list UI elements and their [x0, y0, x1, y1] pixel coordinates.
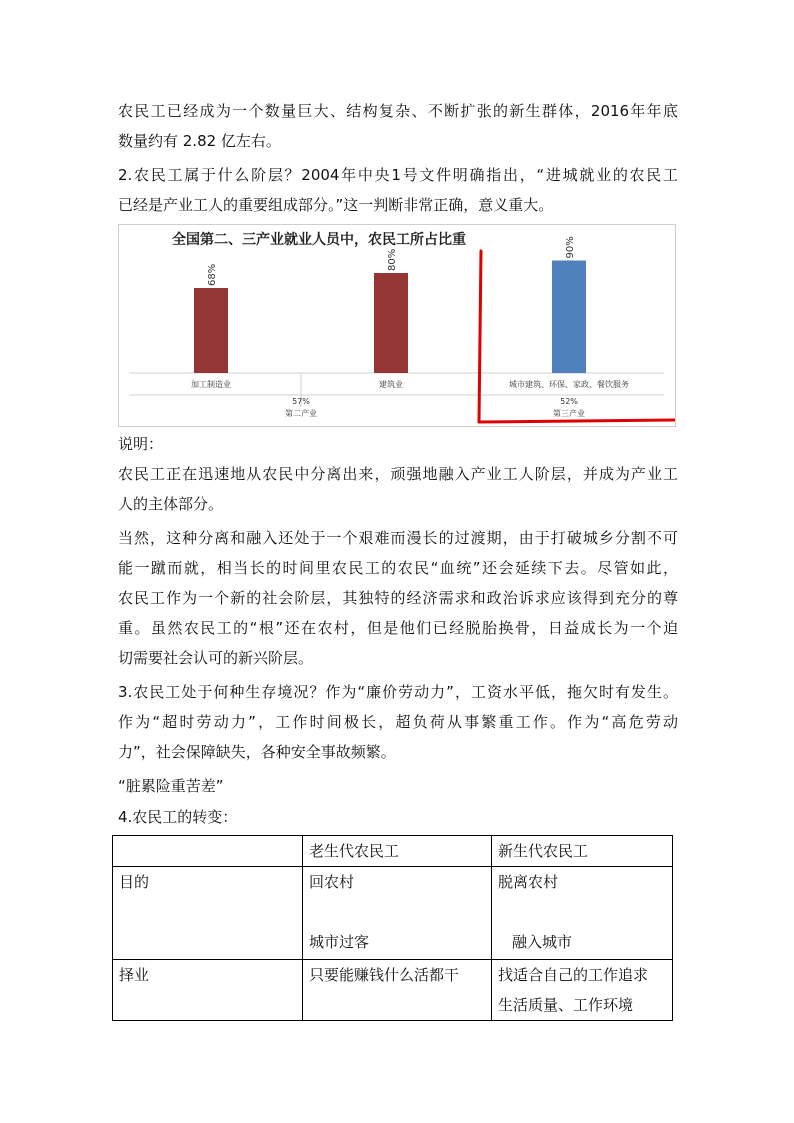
chart-group-value-label: 57%: [292, 397, 310, 406]
explain-p2-line-3: 农民工作为一个新的社会阶层，其独特的经济需求和政治诉求应该得到充分的尊: [118, 589, 678, 607]
explanation-paragraph-2: [118, 523, 678, 673]
explain-p2-line-1: 当然，这种分离和融入还处于一个艰难而漫长的过渡期，由于打破城乡分割不可: [118, 529, 678, 547]
chart-category-label: 城市建筑、环保、家政、餐饮服务: [509, 380, 629, 389]
explanation-section: [118, 429, 678, 459]
chart-bar: [552, 261, 586, 374]
chart-category-label: 加工制造业: [191, 380, 231, 389]
chart-bar: [374, 273, 408, 373]
intro-line-1: 农民工已经成为一个数量巨大、结构复杂、不断扩张的新生群体，2016年年底: [118, 102, 678, 120]
row-label-job: 择业: [113, 960, 303, 1021]
explain-p1-line-1: 农民工正在迅速地从农民中分离出来，顽强地融入产业工人阶层，并成为产业工: [118, 465, 678, 483]
q3-quote: “脏累险重苦差”: [118, 777, 224, 795]
chart-group-value-label: 52%: [560, 397, 578, 406]
q3-line-1: 3.农民工处于何种生存境况？作为“廉价劳动力”，工资水平低，拖欠时有发生。: [118, 683, 678, 701]
chart-group-name-label: 第三产业: [553, 409, 585, 418]
cell-line: 融入城市: [512, 933, 573, 951]
table-cell-new-job: [492, 960, 673, 1021]
explain-p2-line-2: 能一蹴而就，相当长的时间里农民工的农民“血统”还会延续下去。尽管如此，: [118, 559, 678, 577]
table-header-cell: 新生代农民工: [492, 836, 673, 867]
explain-p1-line-2: 人的主体部分。: [118, 495, 224, 513]
intro-paragraph: [118, 96, 678, 156]
chart-data-label: 90%: [565, 236, 576, 259]
explanation-label: 说明：: [118, 435, 164, 453]
chart-category-label: 建筑业: [379, 380, 403, 389]
q2-line-1: 2.农民工属于什么阶层？2004年中央1号文件明确指出，“进城就业的农民工: [118, 166, 678, 184]
chart-bar: [194, 288, 228, 373]
cell-line: 回农村: [309, 873, 355, 891]
cell-line: 只要能赚钱什么活都干: [309, 966, 460, 984]
row-label-goal: 目的: [113, 867, 303, 960]
cell-line: 生活质量、工作环境: [498, 996, 634, 1014]
comparison-table: [112, 835, 673, 1021]
cell-line: 找适合自己的工作追求: [498, 966, 649, 984]
table-row: [113, 960, 673, 1021]
chart-canvas: [119, 225, 675, 426]
chart-data-label: 80%: [387, 248, 398, 271]
table-cell-new-goal: [492, 867, 673, 960]
question-3-paragraph: [118, 677, 678, 767]
cell-line: 城市过客: [309, 933, 370, 951]
explain-p2-line-5: 切需要社会认可的新兴阶层。: [118, 649, 314, 667]
cell-line: 脱离农村: [498, 873, 559, 891]
chart-title: 全国第二、三产业就业人员中，农民工所占比重: [172, 232, 466, 248]
explanation-paragraph-1: [118, 459, 678, 519]
table-cell-old-goal: [303, 867, 492, 960]
question-2-paragraph: [118, 160, 678, 220]
q3-line-2: 作为“超时劳动力”，工作时间极长，超负荷从事繁重工作。作为“高危劳动: [118, 713, 678, 731]
table-cell-old-job: [303, 960, 492, 1021]
explain-p2-line-4: 重。虽然农民工的“根”还在农村，但是他们已经脱胎换骨，日益成长为一个迫: [118, 619, 678, 637]
chart-group-name-label: 第二产业: [285, 409, 317, 418]
quote-line: [118, 771, 678, 801]
chart-data-label: 68%: [207, 263, 218, 286]
q2-line-2: 已经是产业工人的重要组成部分。”这一判断非常正确，意义重大。: [118, 196, 554, 214]
table-header-cell: [113, 836, 303, 867]
bar-chart: [118, 224, 676, 427]
q4-title: 4.农民工的转变：: [118, 808, 238, 826]
table-header-cell: 老生代农民工: [303, 836, 492, 867]
table-header-row: [113, 836, 673, 867]
question-4-heading: [118, 802, 678, 832]
table-row: [113, 867, 673, 960]
intro-line-2: 数量约有 2.82 亿左右。: [118, 132, 281, 150]
q3-line-3: 力”，社会保障缺失，各种安全事故频繁。: [118, 743, 396, 761]
